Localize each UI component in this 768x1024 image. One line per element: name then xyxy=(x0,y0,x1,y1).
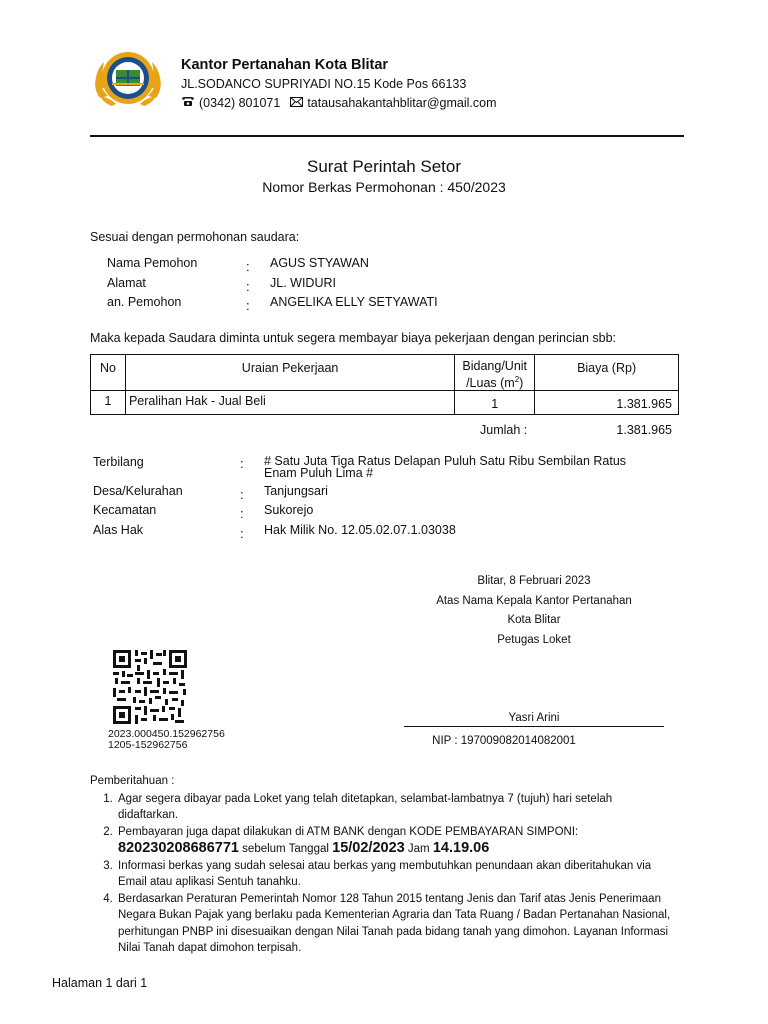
header-bidang xyxy=(455,355,535,391)
terbilang-value: # Satu Juta Tiga Ratus Delapan Puluh Satu Ribu Sembilan Ratus Enam Puluh Lima # xyxy=(264,454,627,480)
header-bidang-line2: /Luas (m xyxy=(466,376,515,391)
kecamatan-value: Sukorejo xyxy=(264,503,314,517)
notice-item-2 xyxy=(116,824,690,858)
notice-item-4: 4. Berdasarkan Peraturan Pemerintah Nomor 128 Tahun 2015 tentang Jenis dan Tarif atas Jenis Penerimaan Negara Bukan Pajak yang berlaku pada Kementerian Agraria dan Tata Ruang / Badan Pertanahan Nasional, perhitungan PNBP ini disesuaikan dengan Nilai Tanah pada bidang tanah yang dimohon. Layanan Informasi Nilai Tanah dapat dimohon terpisah. xyxy=(116,891,691,957)
terbilang-label: Terbilang xyxy=(93,455,144,469)
notice-item-2-text: Pembayaran juga dapat dilakukan di ATM BANK dengan KODE PEMBAYARAN SIMPONI: xyxy=(118,825,579,838)
total-label: Jumlah : xyxy=(480,423,528,437)
office-city: Kota Blitar xyxy=(507,614,561,626)
request-text: Maka kepada Saudara diminta untuk segera membayar biaya pekerjaan dengan perincian sbb: xyxy=(90,331,617,345)
kecamatan-label: Kecamatan xyxy=(93,503,157,517)
mail-icon xyxy=(290,96,303,110)
header-bidang-sup: 2 xyxy=(514,375,520,384)
applicant-address-value: JL. WIDURI xyxy=(270,276,336,290)
applicant-name-value: AGUS STYAWAN xyxy=(270,256,369,270)
colon: : xyxy=(246,279,250,294)
table-header-row xyxy=(91,355,679,391)
intro-text: Sesuai dengan permohonan saudara: xyxy=(90,230,300,244)
row-biaya: 1.381.965 xyxy=(535,391,679,415)
page-number: Halaman 1 dari 1 xyxy=(52,976,148,990)
payment-code: 820230208686771 xyxy=(118,840,239,856)
header-uraian: Uraian Pekerjaan xyxy=(125,355,454,391)
header-no: No xyxy=(91,355,126,391)
colon: : xyxy=(240,487,244,502)
qr-line1: 2023.000450.152962756 xyxy=(108,728,225,740)
applicant-address-label: Alamat xyxy=(107,276,146,290)
table-row xyxy=(91,391,679,415)
behalf-value: ANGELIKA ELLY SETYAWATI xyxy=(270,295,438,309)
office-address: JL.SODANCO SUPRIYADI NO.15 Kode Pos 66133 xyxy=(181,77,467,91)
signature-line xyxy=(404,726,664,727)
desa-label: Desa/Kelurahan xyxy=(93,484,183,498)
on-behalf: Atas Nama Kepala Kantor Pertanahan xyxy=(436,595,632,607)
phone-number: (0342) 801071 xyxy=(199,96,281,110)
colon: : xyxy=(240,526,244,541)
notice-item-2-before: sebelum Tanggal xyxy=(242,843,329,855)
fee-table xyxy=(90,354,679,415)
qr-line2: 1205-152962756 xyxy=(108,739,188,751)
colon: : xyxy=(240,506,244,521)
desa-value: Tanjungsari xyxy=(264,484,328,498)
notice-item-1: 1. Agar segera dibayar pada Loket yang telah ditetapkan, selambat-lambatnya 7 (tujuh) hari setelah didaftarkan. xyxy=(116,791,626,824)
document-title: Surat Perintah Setor xyxy=(306,157,462,176)
row-bidang: 1 xyxy=(455,391,535,415)
payment-deadline-date: 15/02/2023 xyxy=(332,840,405,856)
total-value: 1.381.965 xyxy=(616,423,672,437)
signer-name: Yasri Arini xyxy=(508,712,560,724)
qr-code xyxy=(113,650,187,724)
behalf-label: an. Pemohon xyxy=(107,295,182,309)
colon: : xyxy=(240,456,244,471)
email-address: tatausahakantahblitar@gmail.com xyxy=(307,96,497,110)
notice-section xyxy=(90,773,690,957)
notice-item-2-jam: Jam xyxy=(407,843,430,855)
qr-caption xyxy=(108,729,225,751)
office-name: Kantor Pertanahan Kota Blitar xyxy=(181,57,389,73)
notice-list xyxy=(116,791,690,957)
office-contact xyxy=(181,96,497,110)
phone-icon xyxy=(181,96,195,110)
signer-nip: NIP : 197009082014082001 xyxy=(432,735,576,747)
header-divider xyxy=(90,135,684,137)
alas-hak-label: Alas Hak xyxy=(93,523,144,537)
notice-item-3: 3. Informasi berkas yang sudah selesai atau berkas yang membutuhkan penundaan akan diberitahukan via Email atau aplikasi Sentuh tanahku. xyxy=(116,858,656,891)
row-uraian: Peralihan Hak - Jual Beli xyxy=(125,391,454,415)
row-no: 1 xyxy=(91,391,126,415)
colon: : xyxy=(246,259,250,274)
colon: : xyxy=(246,298,250,313)
document-subtitle: Nomor Berkas Permohonan : 450/2023 xyxy=(262,179,506,195)
payment-deadline-time: 14.19.06 xyxy=(432,840,490,856)
header-biaya: Biaya (Rp) xyxy=(535,355,679,391)
bpn-logo xyxy=(90,40,166,116)
place-date: Blitar, 8 Februari 2023 xyxy=(477,575,591,587)
alas-hak-value: Hak Milik No. 12.05.02.07.1.03038 xyxy=(264,523,456,537)
signer-role: Petugas Loket xyxy=(497,634,571,646)
header-bidang-line1: Bidang/Unit xyxy=(462,359,528,373)
notice-heading: Pemberitahuan : xyxy=(90,775,175,787)
applicant-name-label: Nama Pemohon xyxy=(107,256,198,270)
header-bidang-close: ) xyxy=(519,376,524,391)
